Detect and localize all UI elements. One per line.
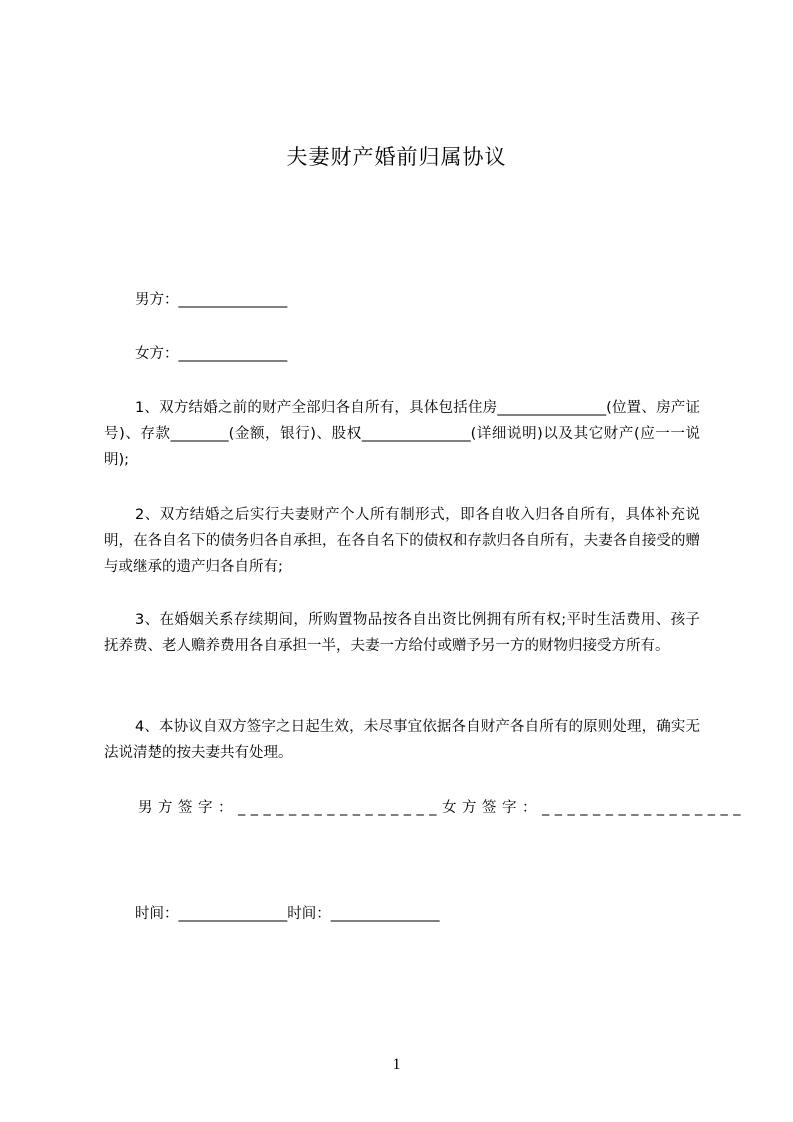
page-number: 1 (392, 1056, 401, 1073)
document-title: 夫妻财产婚前归属协议 (286, 145, 507, 169)
signature-line: 男方签字：________________女方签字：________________ (138, 800, 746, 816)
clause-1: 1、双方结婚之前的财产全部归各自所有，具体包括住房_______________(位置、房产证号)、存款________(金额，银行)、股权_______________(详细说明)以及其它财产(应一一说明); (104, 400, 700, 468)
female-party-line: 女方：_______________ (135, 346, 288, 362)
male-party-line: 男方：_______________ (135, 292, 288, 308)
date-line: 时间：_______________时间：_______________ (135, 906, 440, 922)
clause-2: 2、双方结婚之后实行夫妻财产个人所有制形式，即各自收入归各自所有，具体补充说明，在各自名下的债务归各自承担，在各自名下的债权和存款归各自所有，夫妻各自接受的赠与或继承的遗产归各自所有; (104, 507, 700, 575)
clause-3: 3、在婚姻关系存续期间，所购置物品按各自出资比例拥有所有权;平时生活费用、孩子抚养费、老人赡养费用各自承担一半，夫妻一方给付或赠予另一方的财物归接受方所有。 (104, 612, 700, 654)
clause-4: 4、本协议自双方签字之日起生效，未尽事宜依据各自财产各自所有的原则处理，确实无法说清楚的按夫妻共有处理。 (104, 719, 700, 761)
